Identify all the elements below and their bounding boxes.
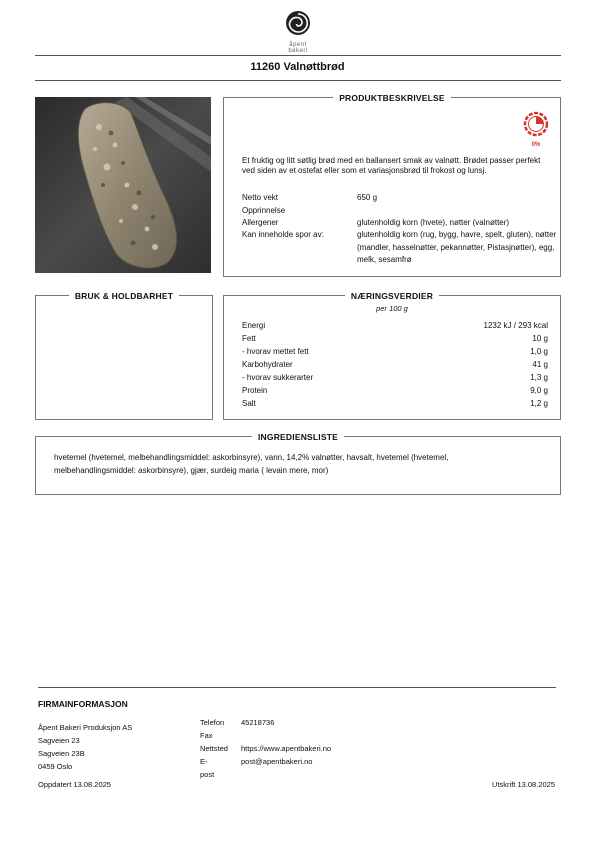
row-value: glutenholdig korn (rug, bygg, havre, spelt, gluten), nøtter (mandler, hasselnøtter, pekannøtter, Pistasjnøtter), egg, melk, sesamfrø [357, 230, 557, 264]
company-name: Åpent Bakeri Produksjon AS [38, 723, 133, 732]
nutrition-row [242, 319, 548, 332]
row-label: Opprinnelse [242, 206, 286, 215]
nutrition-row [242, 397, 548, 410]
nutrition-name: Protein [242, 386, 268, 395]
nutrition-value: 10 g [532, 334, 548, 343]
updated-date: Oppdatert 13.08.2025 [38, 780, 111, 789]
company-address-line: Sagveien 23 [38, 736, 80, 745]
nutrition-value: 1,0 g [530, 347, 548, 356]
recycle-badge [523, 111, 549, 149]
email-link[interactable]: post@apentbakeri.no [241, 757, 313, 766]
row-label: Kan inneholde spor av: [242, 230, 324, 239]
printed-date: Utskrift 13.08.2025 [492, 780, 555, 789]
nutrition-row [242, 384, 548, 397]
nutrition-row [242, 358, 548, 371]
nutrition-row [242, 332, 548, 345]
nutrition-value: 9,0 g [530, 386, 548, 395]
recycle-percent-label: 0% [531, 142, 541, 148]
usage-section [35, 291, 213, 420]
company-address-line: Sagveien 23B [38, 749, 85, 758]
ingredients-section [35, 432, 561, 495]
nutrition-name: Karbohydrater [242, 360, 293, 369]
ingredients-heading: INGREDIENSLISTE [252, 432, 344, 442]
contact-label: E-post [200, 757, 215, 779]
nutrition-value: 1232 kJ / 293 kcal [483, 321, 548, 330]
nutrition-section [223, 291, 561, 420]
contact-label: Telefon [200, 718, 225, 727]
nutrition-name: Energi [242, 321, 266, 330]
nutrition-value: 1,2 g [530, 399, 548, 408]
company-address-line: 0459 Oslo [38, 762, 73, 771]
nutrition-value: 1,3 g [530, 373, 548, 382]
website-link[interactable]: https://www.apentbakeri.no [241, 744, 332, 753]
nutrition-name: Salt [242, 399, 256, 408]
product-photo [35, 97, 211, 273]
nutrition-value: 41 g [532, 360, 548, 369]
row-value: 650 g [357, 193, 378, 202]
company-heading: FIRMAINFORMASJON [38, 699, 128, 709]
row-value: glutenholdig korn (hvete), nøtter (valnøtter) [357, 218, 510, 227]
brand-logo [281, 10, 315, 54]
nutrition-heading: NÆRINGSVERDIER [345, 291, 439, 301]
recycle-percent-icon [523, 111, 549, 137]
contact-label: Nettsted [200, 744, 228, 753]
contact-label: Fax [200, 731, 213, 740]
contact-value: 45218736 [241, 718, 275, 727]
company-address-block [38, 721, 132, 773]
product-description-section [223, 93, 561, 277]
usage-heading: BRUK & HOLDBARHET [69, 291, 179, 301]
product-description-heading: PRODUKTBESKRIVELSE [333, 93, 451, 103]
row-label: Netto vekt [242, 193, 279, 202]
nutrition-row [242, 371, 548, 384]
nutrition-name: - hvorav mettet fett [242, 347, 309, 356]
row-label: Allergener [242, 218, 279, 227]
footer-divider [38, 687, 556, 688]
ingredients-text: hvetemel (hvetemel, melbehandlingsmiddel: askorbinsyre), vann, 14,2% valnøtter, havsalt, hvetemel (hvetemel, melbehandlingsmiddel: askorbinsyre), gjær, surdeig maria ( levain mere, mor) [54, 453, 449, 475]
nutrition-per: per 100 g [376, 304, 408, 313]
logo-text: åpent bakeri [288, 42, 308, 54]
nutrition-name: Fett [242, 334, 256, 343]
page-title: 11260 Valnøttbrød [250, 61, 345, 73]
nutrition-name: - hvorav sukkerarter [242, 373, 314, 382]
header-divider-bottom [35, 80, 561, 81]
product-description-text: Et fruktig og litt søtlig brød med en ballansert smak av valnøtt. Brødet passer perfekt ved siden av et ostefat eller som et variasjonsbrød til frokost og lunsj. [242, 156, 541, 175]
spiral-logo-icon [285, 10, 311, 36]
nutrition-row [242, 345, 548, 358]
header-divider-top [35, 55, 561, 56]
